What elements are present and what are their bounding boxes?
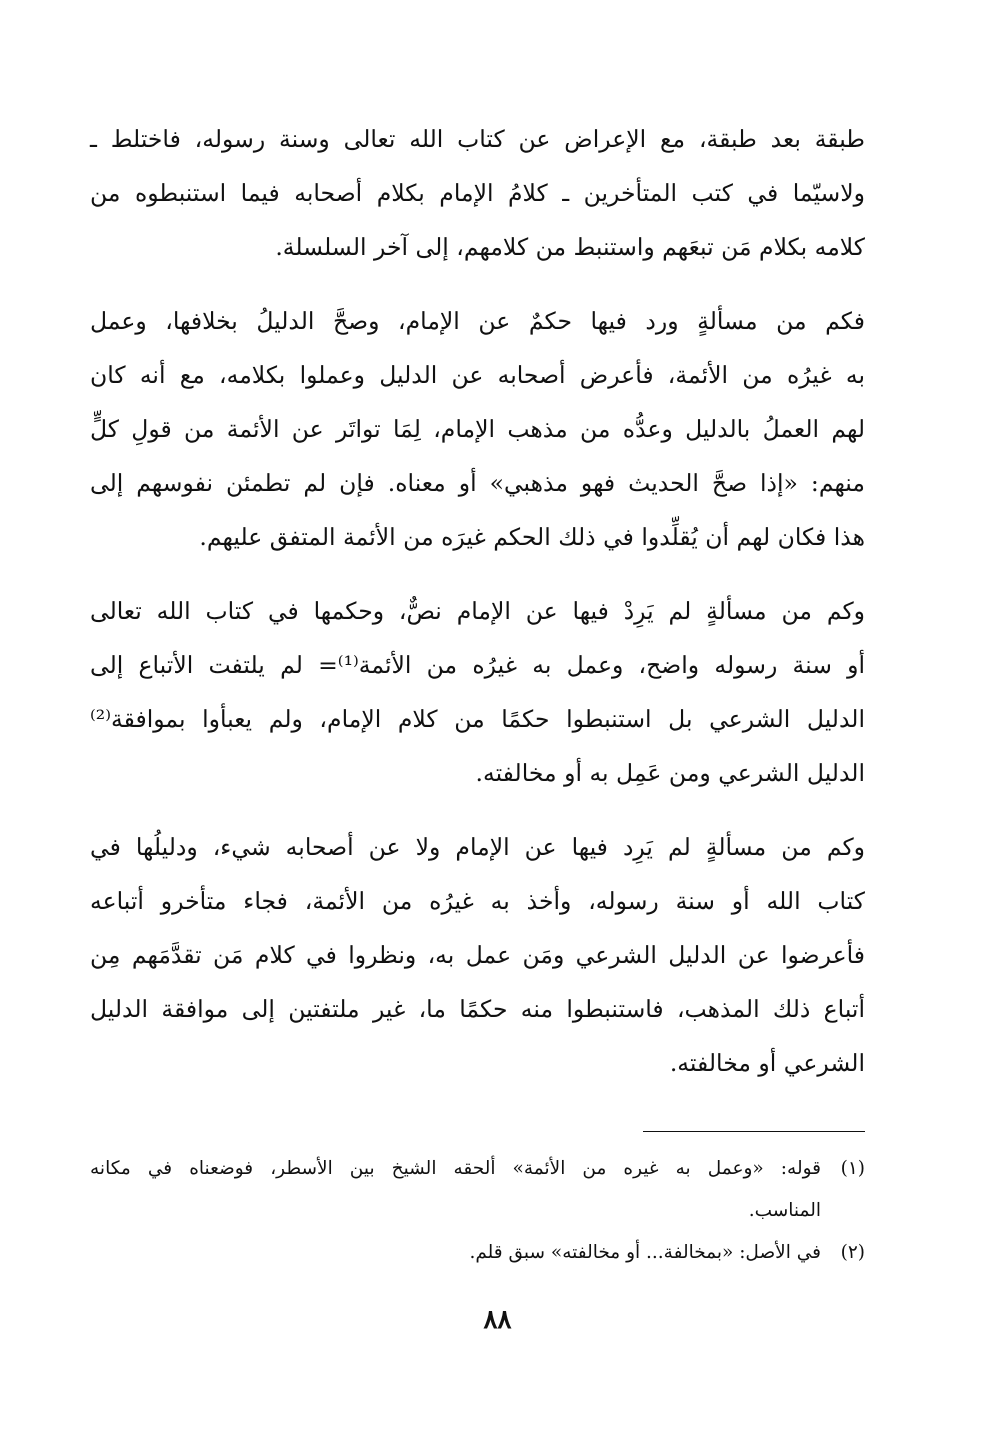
footnote-number: (٢): [840, 1242, 865, 1263]
text-line: كلامه بكلام مَن تبعَهم واستنبط من كلامهم، إلى آخر السلسلة.: [275, 233, 865, 261]
footnote-line: المناسب.: [748, 1200, 821, 1221]
footnote-line: [90, 1232, 865, 1274]
text-line: الشرعي أو مخالفته.: [669, 1049, 865, 1077]
text-line: الدليل الشرعي ومن عَمِل به أو مخالفته.: [475, 759, 865, 787]
footnotes: [90, 1148, 865, 1274]
text-line: وكم من مسألةٍ لم يَرِدْ فيها عن الإمام نصٌّ، وحكمها في كتاب الله تعالى: [90, 597, 865, 625]
text-line: أو سنة رسوله واضح، وعمل به غيرُه من الأئمة⁽¹⁾= لم يلتفت الأتباع إلى: [90, 651, 866, 679]
footnote-1: [90, 1148, 865, 1232]
text-line: أتباع ذلك المذهب، فاستنبطوا منه حكمًا ما، غير ملتفتين إلى موافقة الدليل: [90, 995, 865, 1023]
text-line: فكم من مسألةٍ ورد فيها حكمٌ عن الإمام، وصحَّ الدليلُ بخلافها، وعمل: [90, 307, 865, 335]
footnote-number: (١): [840, 1158, 865, 1179]
text-line: فأعرضوا عن الدليل الشرعي ومَن عمل به، ونظروا في كلام مَن تقدَّمَهم مِن: [90, 941, 865, 969]
footnote-line: [90, 1148, 865, 1190]
text-line: هذا فكان لهم أن يُقلِّدوا في ذلك الحكم غيرَه من الأئمة المتفق عليهم.: [199, 523, 865, 551]
footnote-text: قوله: «وعمل به غيره من الأئمة» ألحقه الشيخ بين الأسطر، فوضعناه في مكانه: [90, 1158, 821, 1179]
paragraph-3: [90, 584, 865, 800]
footnote-divider: [643, 1131, 865, 1132]
main-text: [90, 112, 865, 1110]
text-line: منهم: «إذا صحَّ الحديث فهو مذهبي» أو معناه. فإن لم تطمئن نفوسهم إلى: [90, 469, 865, 497]
text-line: لهم العملُ بالدليل وعدُّه من مذهب الإمام، لِمَا تواتَر عن الأئمة من قولِ كلٍّ: [90, 415, 865, 443]
page-number: ٨٨: [483, 1305, 512, 1335]
footnote-text: في الأصل: «بمخالفة... أو مخالفته» سبق قلم.: [469, 1242, 821, 1263]
text-line: وكم من مسألةٍ لم يَرِد فيها عن الإمام ولا عن أصحابه شيء، ودليلُها في: [90, 833, 865, 861]
paragraph-2: [90, 294, 865, 564]
text-line: به غيرُه من الأئمة، فأعرض أصحابه عن الدليل وعملوا بكلامه، مع أنه كان: [90, 361, 865, 389]
footnote-2: [90, 1232, 865, 1274]
text-line: كتاب الله أو سنة رسوله، وأخذ به غيرُه من الأئمة، فجاء متأخرو أتباعه: [90, 887, 865, 915]
paragraph-4: [90, 820, 865, 1090]
text-line: طبقة بعد طبقة، مع الإعراض عن كتاب الله تعالى وسنة رسوله، فاختلط ـ: [90, 125, 865, 153]
paragraph-1: [90, 112, 865, 274]
text-line: ولاسيّما في كتب المتأخرين ـ كلامُ الإمام بكلام أصحابه فيما استنبطوه من: [90, 179, 865, 207]
text-line: الدليل الشرعي بل استنبطوا حكمًا من كلام الإمام، ولم يعبأوا بموافقة⁽²⁾: [90, 705, 865, 733]
